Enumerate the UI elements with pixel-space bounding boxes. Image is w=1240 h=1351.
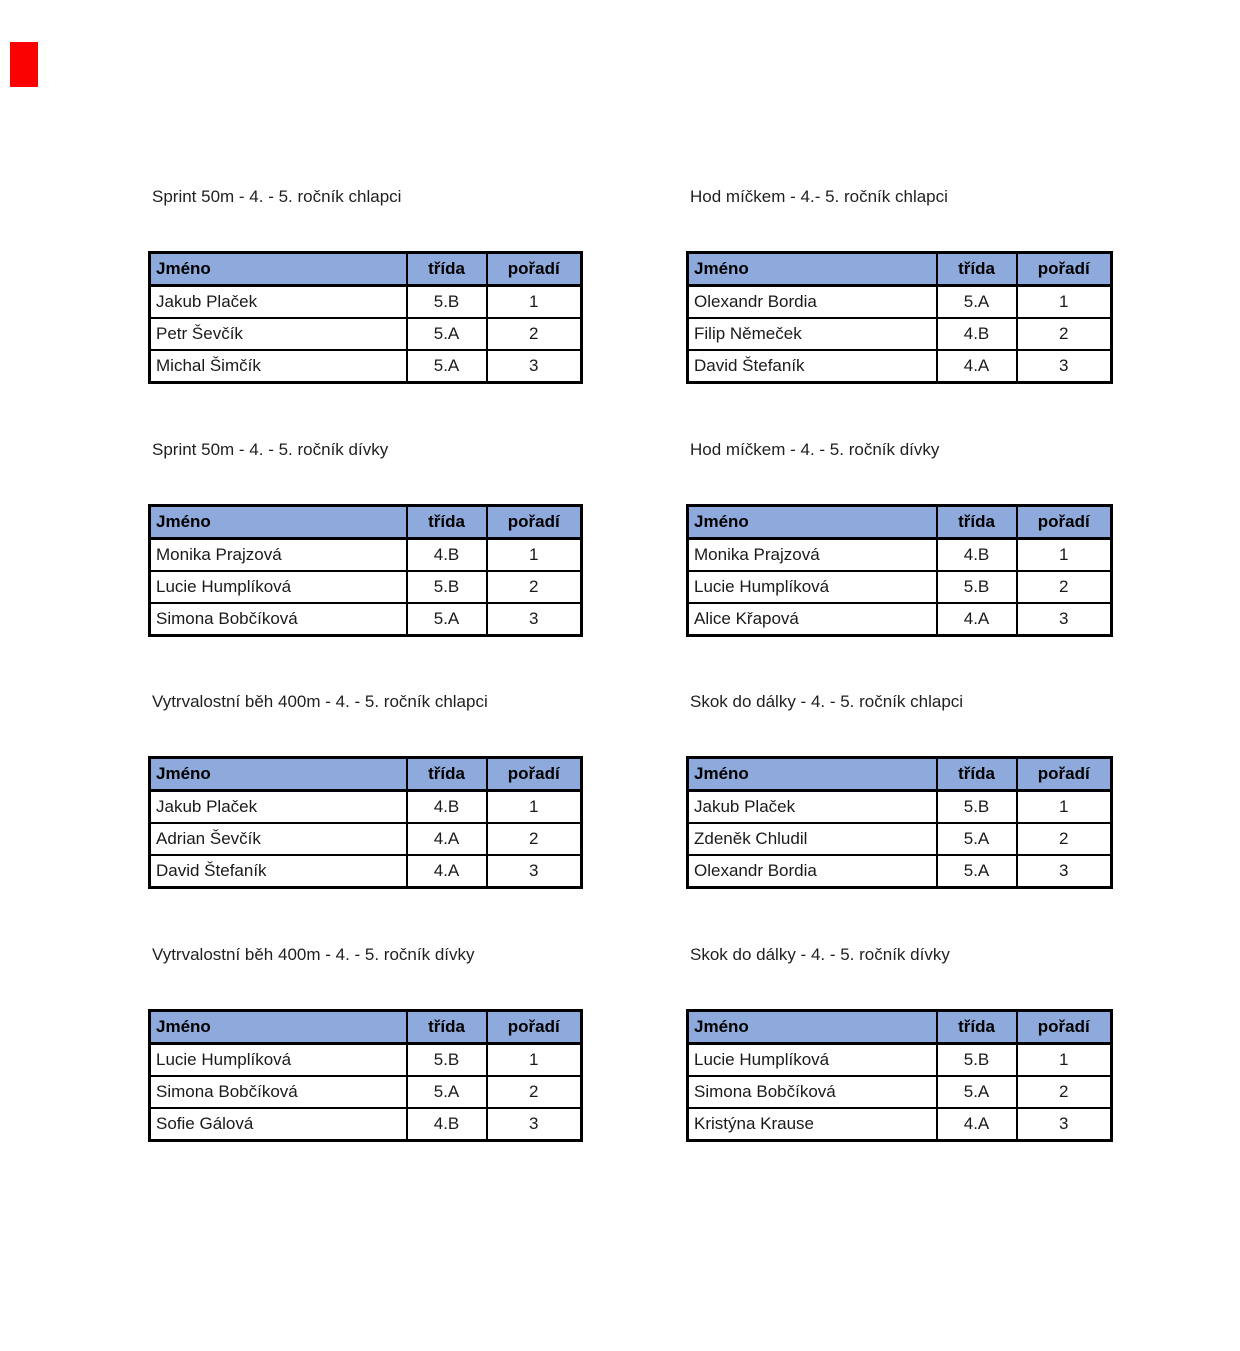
section-skok-do-dalky-chlapci [686,692,1126,889]
table-row [150,318,582,350]
table-header-row [150,1011,582,1044]
athlete-name: Jakub Plaček [688,791,937,824]
section-beh-400m-divky [148,945,588,1142]
results-table [686,1009,1113,1142]
athlete-class: 5.B [937,1044,1017,1077]
athlete-rank: 2 [487,571,582,603]
table-header-row [150,758,582,791]
athlete-rank: 1 [487,539,582,572]
athlete-name: Jakub Plaček [150,791,407,824]
athlete-rank: 3 [487,603,582,636]
athlete-class: 5.B [407,571,487,603]
athlete-class: 5.A [407,1076,487,1108]
results-table [148,756,583,889]
table-header-row [150,506,582,539]
table-row [150,539,582,572]
athlete-class: 5.A [407,350,487,383]
section-sprint-50m-divky [148,440,588,637]
column-header-rank: pořadí [487,758,582,791]
table-row [150,823,582,855]
athlete-name: Kristýna Krause [688,1108,937,1141]
athlete-rank: 1 [1017,1044,1112,1077]
column-header-class: třída [407,253,487,286]
section-title: Vytrvalostní běh 400m - 4. - 5. ročník chlapci [152,692,488,711]
athlete-name: Filip Němeček [688,318,937,350]
table-row [688,1044,1112,1077]
athlete-class: 4.B [937,539,1017,572]
column-header-name: Jméno [150,506,407,539]
section-beh-400m-chlapci [148,692,588,889]
athlete-name: David Štefaník [150,855,407,888]
athlete-rank: 2 [1017,1076,1112,1108]
athlete-class: 5.A [407,603,487,636]
athlete-rank: 2 [487,1076,582,1108]
athlete-name: Simona Bobčíková [150,1076,407,1108]
athlete-rank: 3 [487,855,582,888]
athlete-name: Petr Ševčík [150,318,407,350]
results-table [686,251,1113,384]
athlete-class: 5.B [937,571,1017,603]
red-marker [10,42,38,87]
section-sprint-50m-chlapci [148,187,588,384]
section-hod-mickem-chlapci [686,187,1126,384]
athlete-class: 5.B [407,1044,487,1077]
athlete-class: 4.A [937,350,1017,383]
column-header-rank: pořadí [1017,506,1112,539]
athlete-name: Jakub Plaček [150,286,407,319]
athlete-rank: 3 [487,1108,582,1141]
column-header-rank: pořadí [1017,1011,1112,1044]
athlete-rank: 1 [1017,791,1112,824]
column-header-name: Jméno [688,758,937,791]
athlete-name: Adrian Ševčík [150,823,407,855]
table-row [688,603,1112,636]
table-header-row [150,253,582,286]
athlete-name: Sofie Gálová [150,1108,407,1141]
athlete-name: Alice Křapová [688,603,937,636]
athlete-rank: 2 [487,823,582,855]
athlete-rank: 3 [1017,1108,1112,1141]
athlete-class: 5.B [937,791,1017,824]
table-row [150,855,582,888]
table-row [688,571,1112,603]
table-header-row [688,758,1112,791]
table-row [688,286,1112,319]
section-title: Hod míčkem - 4.- 5. ročník chlapci [690,187,948,206]
athlete-name: Simona Bobčíková [150,603,407,636]
athlete-name: Simona Bobčíková [688,1076,937,1108]
table-row [150,286,582,319]
athlete-rank: 1 [487,791,582,824]
athlete-rank: 3 [1017,603,1112,636]
section-title: Hod míčkem - 4. - 5. ročník dívky [690,440,940,459]
section-title: Vytrvalostní běh 400m - 4. - 5. ročník dívky [152,945,475,964]
athlete-name: Lucie Humplíková [688,1044,937,1077]
column-header-class: třída [407,1011,487,1044]
table-row [150,1044,582,1077]
athlete-rank: 2 [1017,318,1112,350]
column-header-class: třída [937,1011,1017,1044]
column-header-rank: pořadí [487,253,582,286]
results-table [148,251,583,384]
table-row [688,855,1112,888]
section-skok-do-dalky-divky [686,945,1126,1142]
athlete-class: 5.A [937,1076,1017,1108]
results-table [686,504,1113,637]
athlete-name: Monika Prajzová [688,539,937,572]
column-header-class: třída [407,758,487,791]
column-header-class: třída [937,506,1017,539]
column-header-class: třída [937,758,1017,791]
column-header-rank: pořadí [1017,253,1112,286]
athlete-rank: 1 [487,1044,582,1077]
athlete-class: 4.A [937,1108,1017,1141]
column-header-name: Jméno [150,253,407,286]
column-header-name: Jméno [150,758,407,791]
athlete-rank: 1 [487,286,582,319]
table-row [688,791,1112,824]
table-row [150,350,582,383]
athlete-class: 4.B [937,318,1017,350]
athlete-rank: 2 [1017,571,1112,603]
athlete-class: 5.A [407,318,487,350]
table-row [688,1108,1112,1141]
section-title: Skok do dálky - 4. - 5. ročník dívky [690,945,950,964]
table-row [150,1108,582,1141]
athlete-name: Monika Prajzová [150,539,407,572]
athlete-class: 4.B [407,791,487,824]
athlete-class: 4.B [407,1108,487,1141]
column-header-rank: pořadí [487,1011,582,1044]
athlete-name: Olexandr Bordia [688,855,937,888]
athlete-class: 4.A [407,823,487,855]
athlete-class: 5.A [937,855,1017,888]
results-table [686,756,1113,889]
athlete-rank: 3 [1017,855,1112,888]
athlete-rank: 1 [1017,286,1112,319]
table-header-row [688,253,1112,286]
athlete-name: Zdeněk Chludil [688,823,937,855]
athlete-class: 4.A [937,603,1017,636]
athlete-rank: 2 [1017,823,1112,855]
table-row [688,350,1112,383]
athlete-name: Lucie Humplíková [150,571,407,603]
athlete-name: David Štefaník [688,350,937,383]
table-row [688,1076,1112,1108]
column-header-rank: pořadí [487,506,582,539]
athlete-name: Lucie Humplíková [150,1044,407,1077]
section-title: Sprint 50m - 4. - 5. ročník chlapci [152,187,402,206]
table-row [150,791,582,824]
table-row [688,539,1112,572]
column-header-name: Jméno [688,506,937,539]
column-header-name: Jméno [688,253,937,286]
table-header-row [688,1011,1112,1044]
table-row [150,1076,582,1108]
athlete-class: 5.B [407,286,487,319]
results-table [148,1009,583,1142]
athlete-name: Olexandr Bordia [688,286,937,319]
athlete-rank: 1 [1017,539,1112,572]
athlete-class: 4.A [407,855,487,888]
table-row [150,571,582,603]
athlete-class: 5.A [937,286,1017,319]
table-row [688,823,1112,855]
column-header-class: třída [407,506,487,539]
table-header-row [688,506,1112,539]
athlete-rank: 3 [487,350,582,383]
section-title: Skok do dálky - 4. - 5. ročník chlapci [690,692,964,711]
athlete-name: Lucie Humplíková [688,571,937,603]
athlete-rank: 2 [487,318,582,350]
section-title: Sprint 50m - 4. - 5. ročník dívky [152,440,389,459]
table-row [688,318,1112,350]
athlete-class: 4.B [407,539,487,572]
athlete-rank: 3 [1017,350,1112,383]
athlete-class: 5.A [937,823,1017,855]
column-header-rank: pořadí [1017,758,1112,791]
column-header-class: třída [937,253,1017,286]
athlete-name: Michal Šimčík [150,350,407,383]
results-table [148,504,583,637]
table-row [150,603,582,636]
column-header-name: Jméno [688,1011,937,1044]
column-header-name: Jméno [150,1011,407,1044]
section-hod-mickem-divky [686,440,1126,637]
